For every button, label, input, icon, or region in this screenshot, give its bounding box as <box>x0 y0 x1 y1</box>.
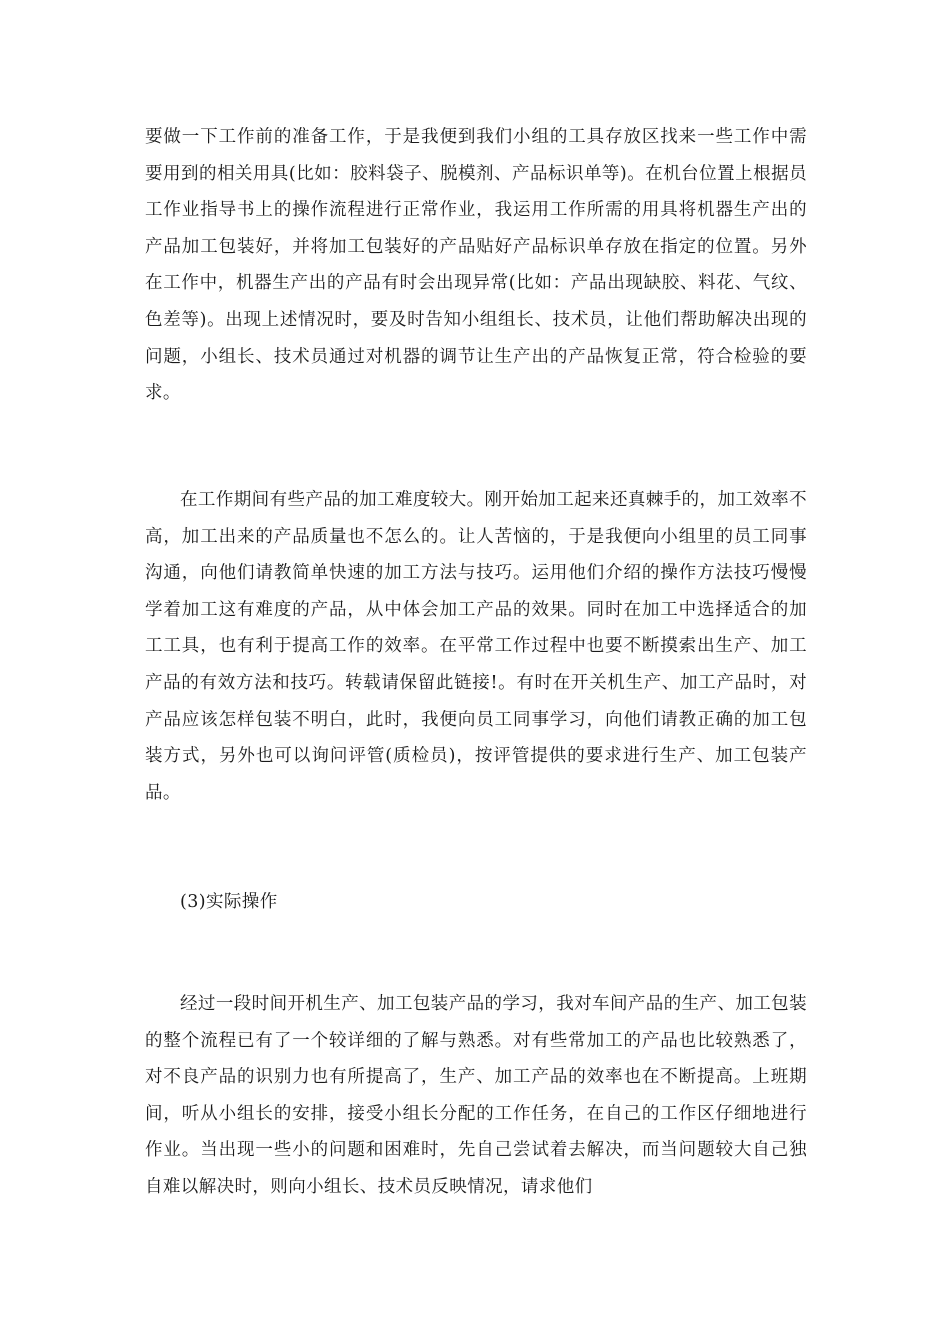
section-heading-practical-operation: (3)实际操作 <box>180 892 278 912</box>
paragraph-practical-operation: 经过一段时间开机生产、加工包装产品的学习，我对车间产品的生产、加工包装的整个流程已有了一个较详细的了解与熟悉。对有些常加工的产品也比较熟悉了，对不良产品的识别力也有所提高了，生产、加工产品的效率也在不断提高。上班期间，听从小组长的安排，接受小组长分配的工作任务，在自己的工作区仔细地进行作业。当出现一些小的问题和困难时，先自己尝试着去解决，而当问题较大自己独自难以解决时，则向小组长、技术员反映情况，请求他们 <box>145 994 807 1197</box>
paragraph-preparation: 要做一下工作前的准备工作，于是我便到我们小组的工具存放区找来一些工作中需要用到的相关用具(比如：胶料袋子、脱模剂、产品标识单等)。在机台位置上根据员工作业指导书上的操作流程进行正常作业，我运用工作所需的用具将机器生产出的产品加工包装好，并将加工包装好的产品贴好产品标识单存放在指定的位置。另外在工作中，机器生产出的产品有时会出现异常(比如：产品出现缺胶、料花、气纹、色差等)。出现上述情况时，要及时告知小组组长、技术员，让他们帮助解决出现的问题，小组长、技术员通过对机器的调节让生产出的产品恢复正常，符合检验的要求。 <box>145 127 807 404</box>
paragraph-difficult-products: 在工作期间有些产品的加工难度较大。刚开始加工起来还真棘手的，加工效率不高，加工出来的产品质量也不怎么的。让人苦恼的，于是我便向小组里的员工同事沟通，向他们请教简单快速的加工方法与技巧。运用他们介绍的操作方法技巧慢慢学着加工这有难度的产品，从中体会加工产品的效果。同时在加工中选择适合的加工工具，也有利于提高工作的效率。在平常工作过程中也要不断摸索出生产、加工产品的有效方法和技巧。转载请保留此链接!。有时在开关机生产、加工产品时，对产品应该怎样包装不明白，此时，我便向员工同事学习，向他们请教正确的加工包装方式，另外也可以询问评管(质检员)，按评管提供的要求进行生产、加工包装产品。 <box>145 490 807 803</box>
